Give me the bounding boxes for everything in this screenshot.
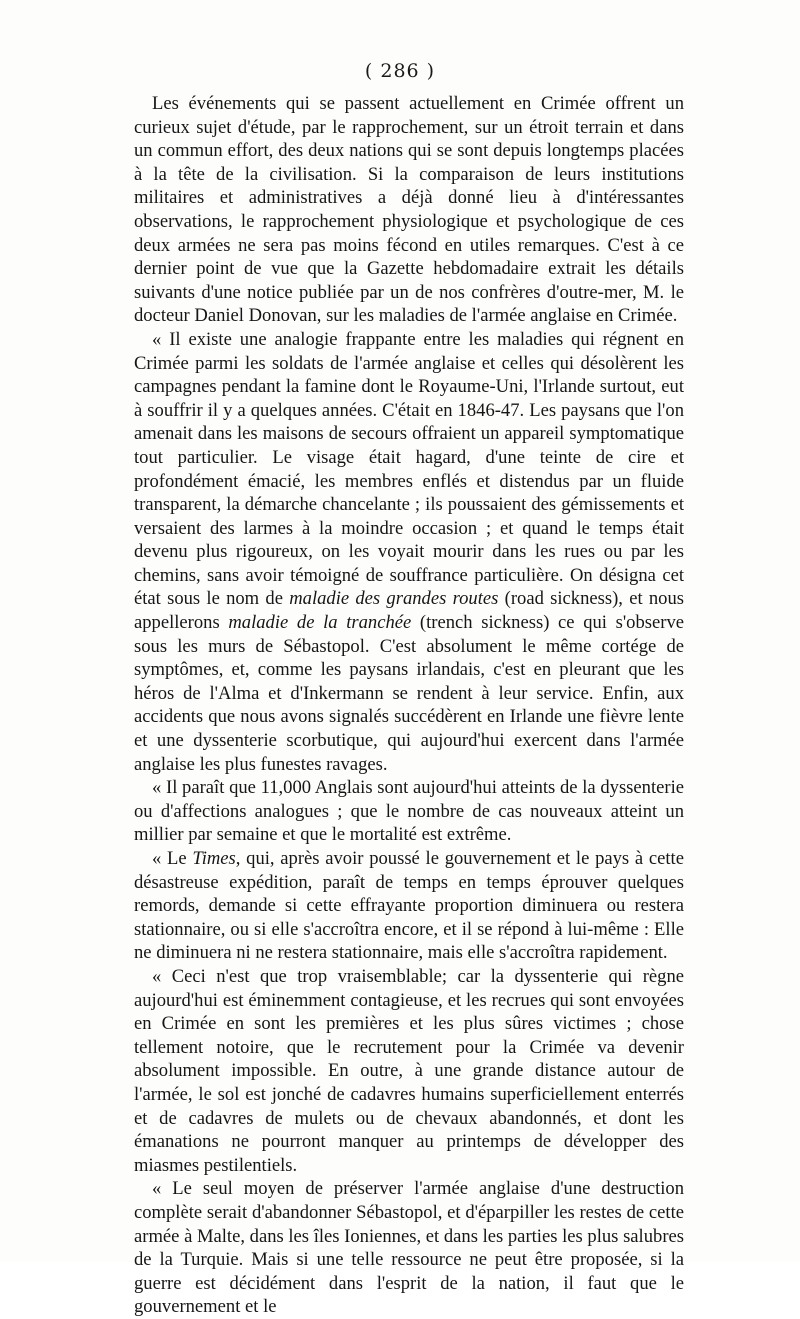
paragraph-4-text: , qui, après avoir poussé le gouvernement et le pays à cette désastreuse expédition, paraît de temps en temps éprouver quelques remords, demande si cette effrayante proportion diminuera ou restera stationnaire, ou si elle s'accroîtra encore, et il se répond à lui-même : Elle ne diminuera ni ne restera stationnaire, mais elle s'accroîtra rapidement. [134, 848, 684, 964]
paragraph-5: « Ceci n'est que trop vraisemblable; car la dyssenterie qui règne aujourd'hui est éminemment contagieuse, et les recrues qui sont envoyées en Crimée en sont les premières et les plus sûres victimes ; chose tellement notoire, que le recrutement pour la Crimée va devenir absolument impossible. En outre, à une grande distance autour de l'armée, le sol est jonché de cadavres humains superficiellement enterrés et de cadavres de mulets ou de chevaux abandonnés, et dont les émanations ne pourront manquer au printemps de développer des miasmes pestilentiels. [134, 965, 684, 1176]
paragraph-4-prefix: « Le [152, 848, 193, 869]
body-text [134, 92, 684, 1319]
paragraph-2-italic-b: maladie de la tranchée [228, 612, 412, 634]
paragraph-3: « Il paraît que 11,000 Anglais sont aujourd'hui atteints de la dyssenterie ou d'affections analogues ; que le nombre de cas nouveaux atteint un millier par semaine et que le mortalité est extrême. [134, 777, 684, 846]
paragraph-2 [134, 328, 684, 776]
paragraph-1: Les événements qui se passent actuellement en Crimée offrent un curieux sujet d'étude, par le rapprochement, sur un étroit terrain et dans un commun effort, des deux nations qui se sont depuis longtemps placées à la tête de la civilisation. Si la comparaison de leurs institutions militaires et administratives a déjà donné lieu à d'intéressantes observations, le rapprochement physiologique et psychologique de ces deux armées ne sera pas moins fécond en utiles remarques. C'est à ce dernier point de vue que la Gazette hebdomadaire extrait les détails suivants d'une notice publiée par un de nos confrères d'outre-mer, M. le docteur Daniel Donovan, sur les maladies de l'armée anglaise en Crimée. [134, 93, 684, 327]
paragraph-2-part-c: (trench sickness) ce qui s'observe sous les murs de Sébastopol. C'est absolument le même cortége de symptômes, et, comme les paysans irlandais, c'est en pleurant que les héros de l'Alma et d'Inkermann se rendent à leur service. Enfin, aux accidents que nous avons signalés succédèrent en Irlande une fièvre lente et une dyssenterie scorbutique, qui aujourd'hui exercent dans l'armée anglaise les plus funestes ravages. [134, 612, 685, 775]
paragraph-4 [134, 847, 684, 965]
page-number: ( 286 ) [364, 60, 436, 82]
paragraph-2-italic-a: maladie des grandes routes [289, 588, 499, 610]
paragraph-2-part-a: « Il existe une analogie frappante entre les maladies qui régnent en Crimée parmi les soldats de l'armée anglaise et celles qui désolèrent les campagnes pendant la famine dont le Royaume-Uni, l'Irlande surtout, eut à souffrir il y a quelques années. C'était en 1846-47. Les paysans que l'on amenait dans les maisons de secours offraient un appareil symptomatique tout particulier. Le visage était hagard, d'une teinte de cire et profondément émacié, les membres enflés et distendus par un fluide transparent, la démarche chancelante ; ils poussaient des gémissements et versaient des larmes à la moindre occasion ; et quand le temps était devenu plus rigoureux, on les voyait mourir dans les rues ou par les chemins, sans avoir témoigné de souffrance particulière. On désigna cet état sous le nom de [134, 328, 684, 610]
paragraph-2-part-b: (road sickness), et nous appellerons [134, 588, 685, 634]
paragraph-4-italic: Times [192, 848, 236, 869]
paragraph-6: « Le seul moyen de préserver l'armée anglaise d'une destruction complète serait d'abandonner Sébastopol, et d'éparpiller les restes de cette armée à Malte, dans les îles Ioniennes, et dans les parties les plus salubres de la Turquie. Mais si une telle ressource ne peut être proposée, si la guerre est décidément dans l'esprit de la nation, il faut que le gouvernement et le [134, 1178, 684, 1318]
